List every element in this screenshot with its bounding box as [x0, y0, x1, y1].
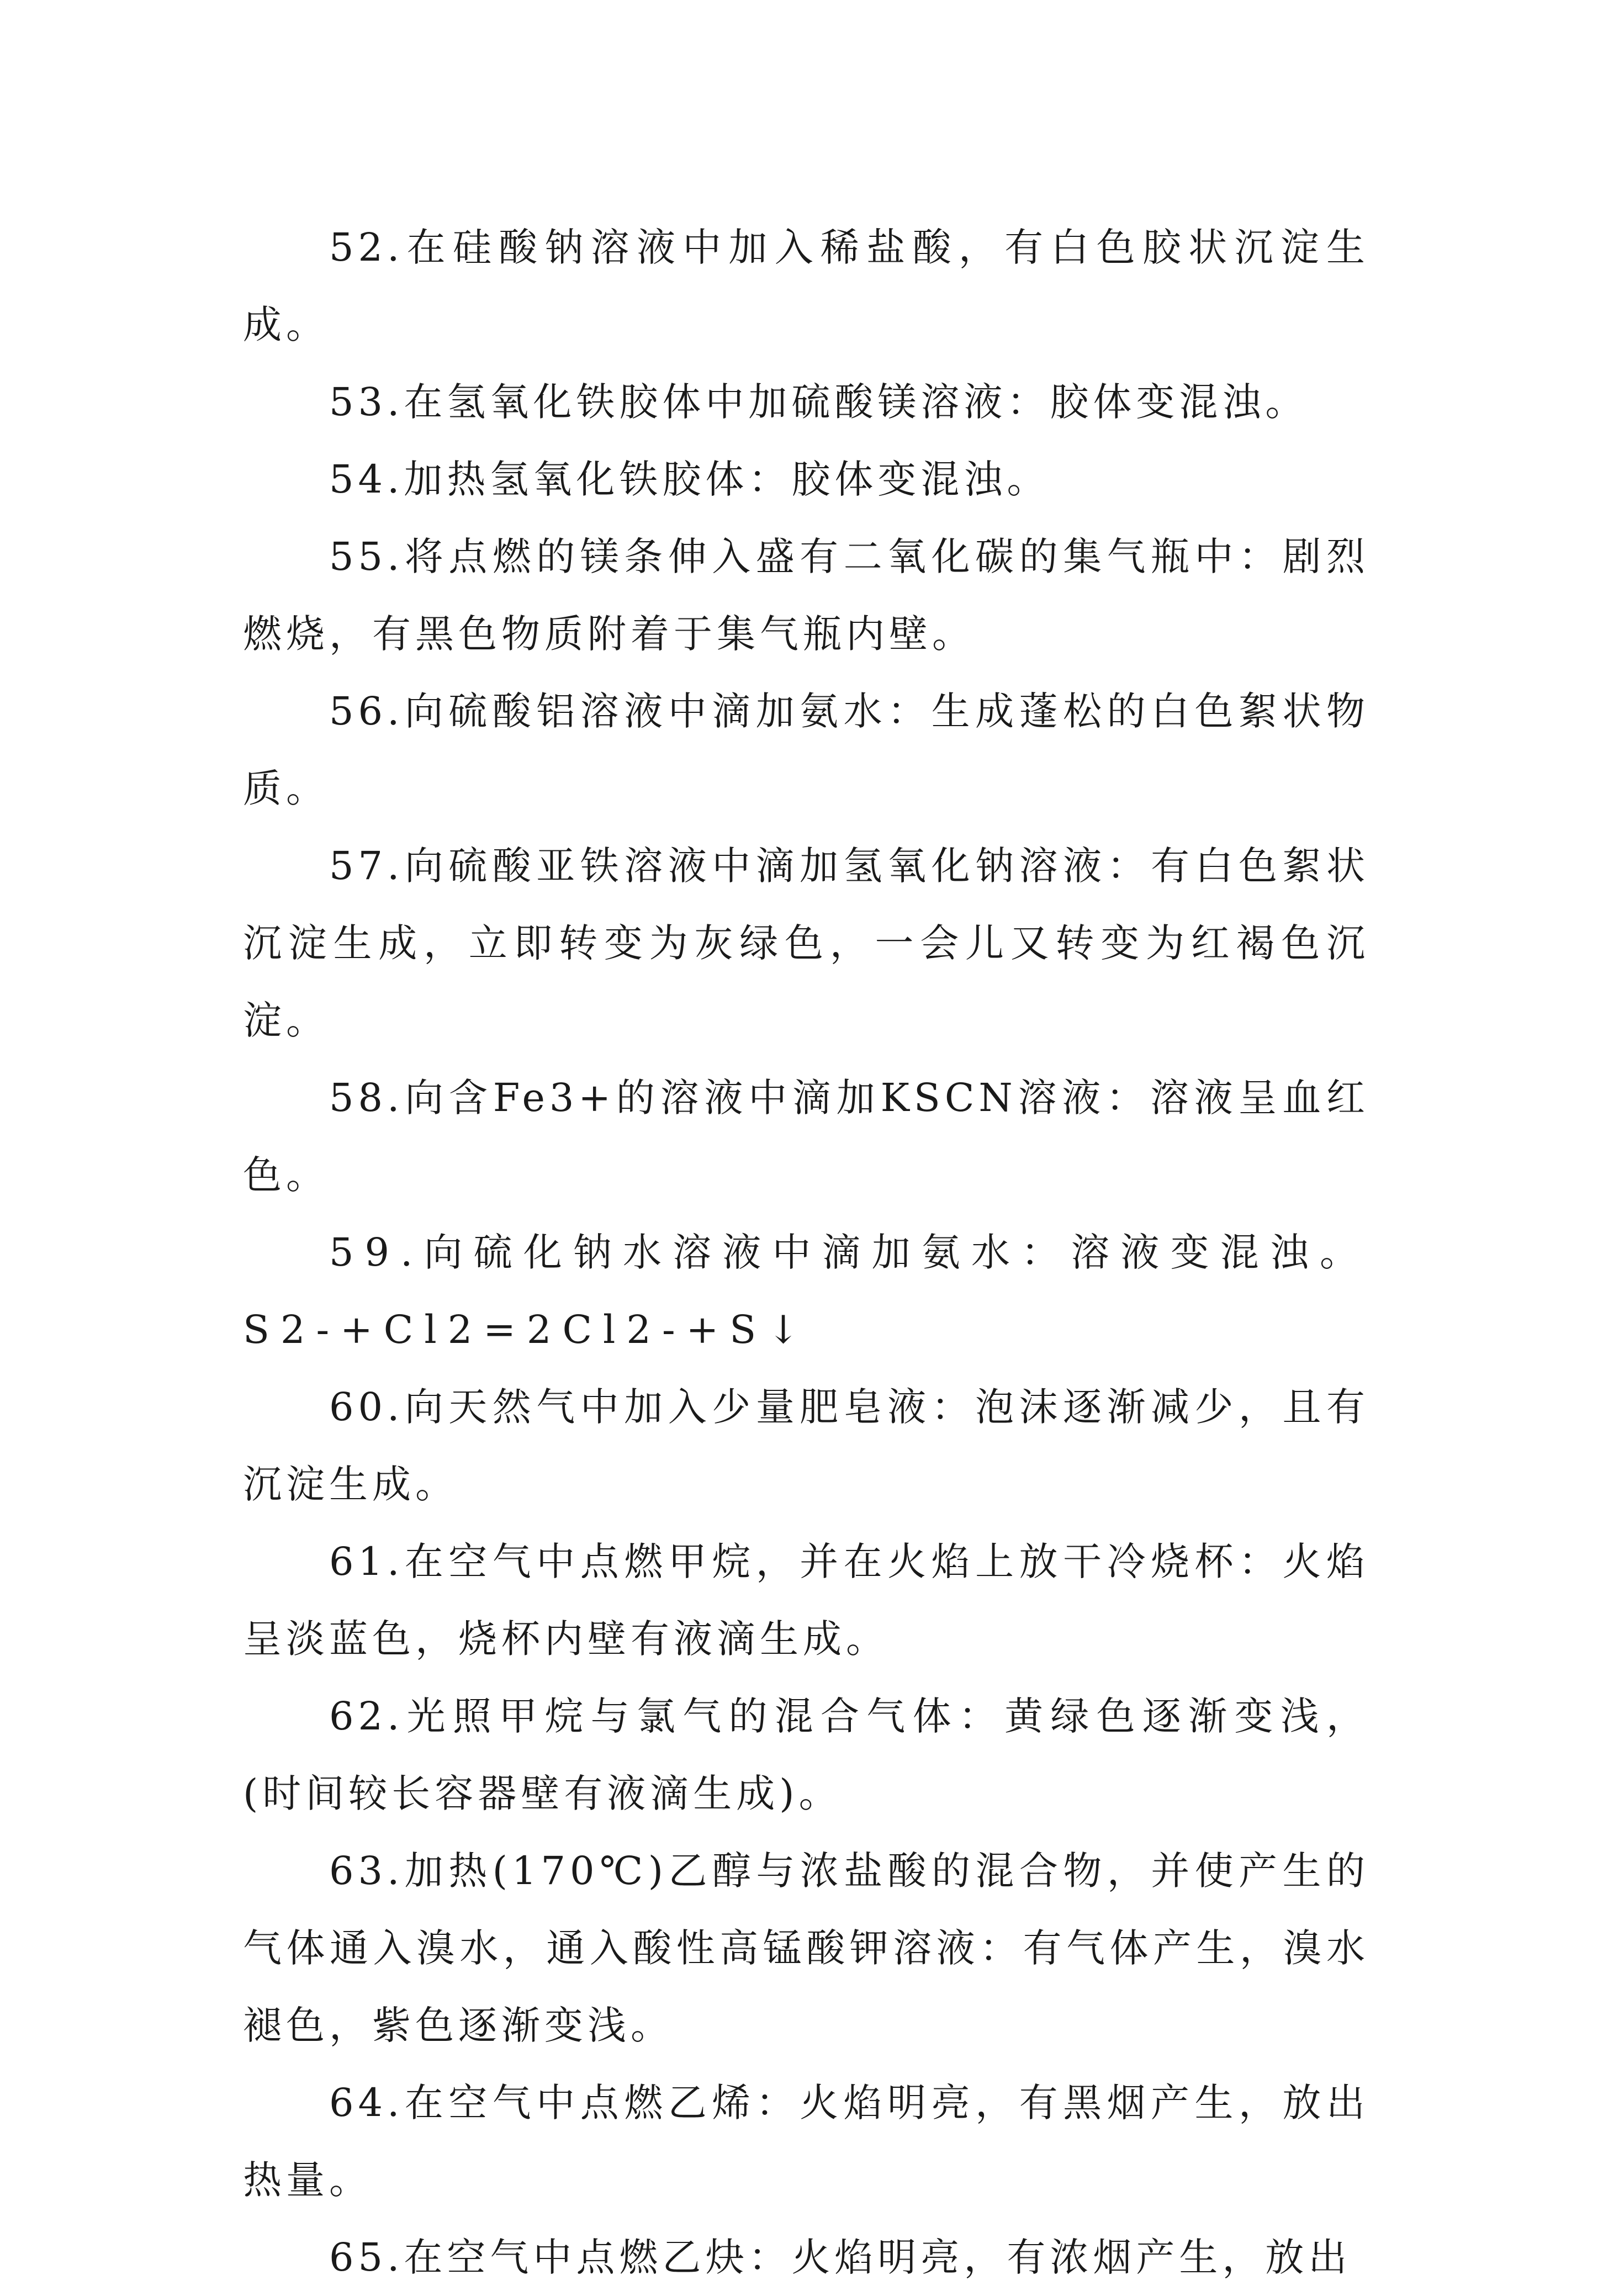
paragraph-54: 54.加热氢氧化铁胶体：胶体变混浊。	[329, 457, 1050, 502]
paragraph-60: 60.向天然气中加入少量肥皂液：泡沫逐渐减少，且有沉淀生成。	[243, 1384, 1369, 1507]
paragraph-59: 59.向硫化钠水溶液中滴加氨水：溶液变混浊。S2-+Cl2=2Cl2-+S↓	[243, 1230, 1369, 1352]
paragraph-58: 58.向含Fe3+的溶液中滴加KSCN溶液：溶液呈血红色。	[243, 1075, 1369, 1198]
paragraph-53: 53.在氢氧化铁胶体中加硫酸镁溶液：胶体变混浊。	[329, 379, 1309, 425]
paragraph-57: 57.向硫酸亚铁溶液中滴加氢氧化钠溶液：有白色絮状沉淀生成，立即转变为灰绿色，一会儿又转变为红褐色沉淀。	[243, 843, 1369, 1043]
paragraph-62: 62.光照甲烷与氯气的混合气体：黄绿色逐渐变浅，(时间较长容器壁有液滴生成)。	[243, 1694, 1369, 1816]
paragraph-61: 61.在空气中点燃甲烷，并在火焰上放干冷烧杯：火焰呈淡蓝色，烧杯内壁有液滴生成。	[243, 1539, 1369, 1662]
paragraph-65: 65.在空气中点燃乙炔：火焰明亮，有浓烟产生，放出	[329, 2235, 1352, 2280]
paragraph-63: 63.加热(170℃)乙醇与浓盐酸的混合物，并使产生的气体通入溴水，通入酸性高锰酸钾溶液：有气体产生，溴水褪色，紫色逐渐变浅。	[243, 1848, 1369, 2048]
paragraph-55: 55.将点燃的镁条伸入盛有二氧化碳的集气瓶中：剧烈燃烧，有黑色物质附着于集气瓶内壁。	[243, 534, 1369, 657]
paragraph-64: 64.在空气中点燃乙烯：火焰明亮，有黑烟产生，放出热量。	[243, 2080, 1369, 2203]
paragraph-56: 56.向硫酸铝溶液中滴加氨水：生成蓬松的白色絮状物质。	[243, 689, 1369, 811]
paragraph-52: 52.在硅酸钠溶液中加入稀盐酸，有白色胶状沉淀生成。	[243, 225, 1369, 347]
document-body	[243, 209, 1369, 2296]
